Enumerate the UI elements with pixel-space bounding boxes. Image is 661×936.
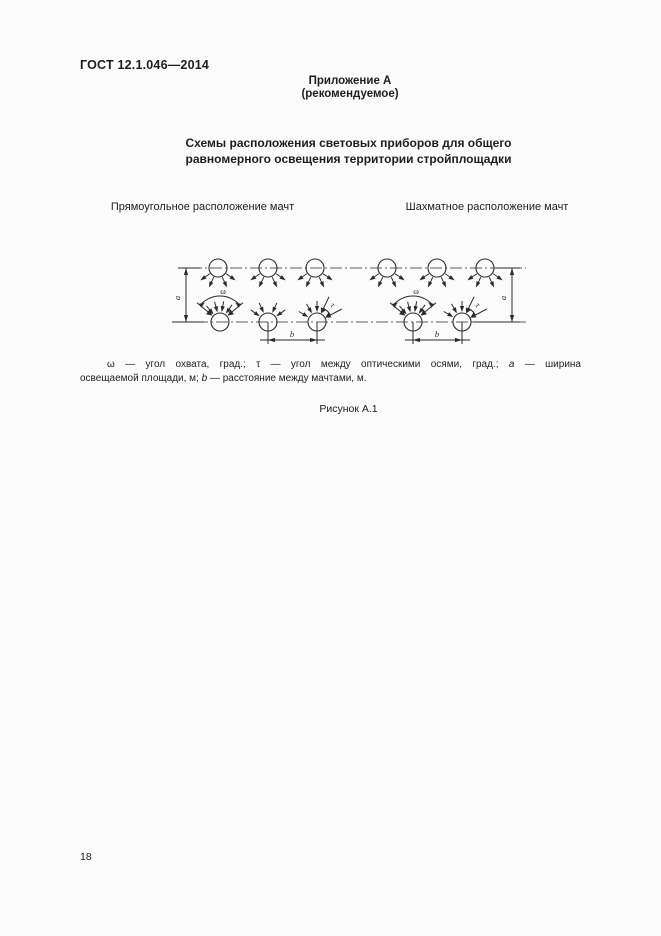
angle-label-omega-right: ω <box>413 286 419 296</box>
lamp-symbol <box>466 259 504 288</box>
appendix-title: Приложение А <box>308 75 392 87</box>
lamp-symbol <box>199 259 237 288</box>
figure-number: Рисунок А.1 <box>319 403 378 415</box>
lamp-symbol <box>249 259 287 288</box>
caption-var-b: b <box>201 372 208 384</box>
scheme-staggered <box>368 259 520 344</box>
scheme-rectangular <box>172 259 342 344</box>
dim-label-b-left: b <box>289 329 295 339</box>
dim-label-b-right: b <box>434 329 440 339</box>
lamp-symbol-omega <box>197 296 243 331</box>
page-number: 18 <box>80 851 92 863</box>
page-title-line1: Схемы расположения световых приборов для общего <box>185 136 512 150</box>
figure-diagram <box>170 248 530 353</box>
caption-text: ω — угол охвата, град.; τ — угол между оптическими осями, град.; <box>107 359 509 370</box>
standard-number: ГОСТ 12.1.046—2014 <box>80 58 210 72</box>
figure-caption <box>80 358 581 385</box>
caption-text: — ширина <box>514 359 581 370</box>
lamp-symbol <box>296 259 334 288</box>
scheme-label-rectangular: Прямоугольное расположение мачт <box>110 201 295 213</box>
caption-var-a: а <box>508 359 515 370</box>
scheme-label-staggered: Шахматное расположение мачт <box>405 201 569 213</box>
page-title-line2: равномерного освещения территории стройплощадки <box>185 152 512 166</box>
figure-caption-line2 <box>80 372 581 386</box>
angle-label-omega-left: ω <box>220 286 226 296</box>
appendix-subtitle: (рекомендуемое) <box>301 88 399 100</box>
figure-caption-line1 <box>80 358 581 372</box>
lamp-symbol <box>418 259 456 288</box>
page-title <box>80 135 617 167</box>
dim-label-a-left: а <box>172 295 182 301</box>
appendix-heading <box>80 75 620 101</box>
caption-text: освещаемой площади, м; <box>80 372 202 384</box>
dim-label-a-right: а <box>498 295 508 301</box>
angle-label-tau-right: τ <box>473 300 483 310</box>
angle-label-tau-left: τ <box>328 300 338 310</box>
caption-text: — расстояние между мачтами, м. <box>207 372 367 384</box>
lamp-symbol <box>368 259 406 288</box>
